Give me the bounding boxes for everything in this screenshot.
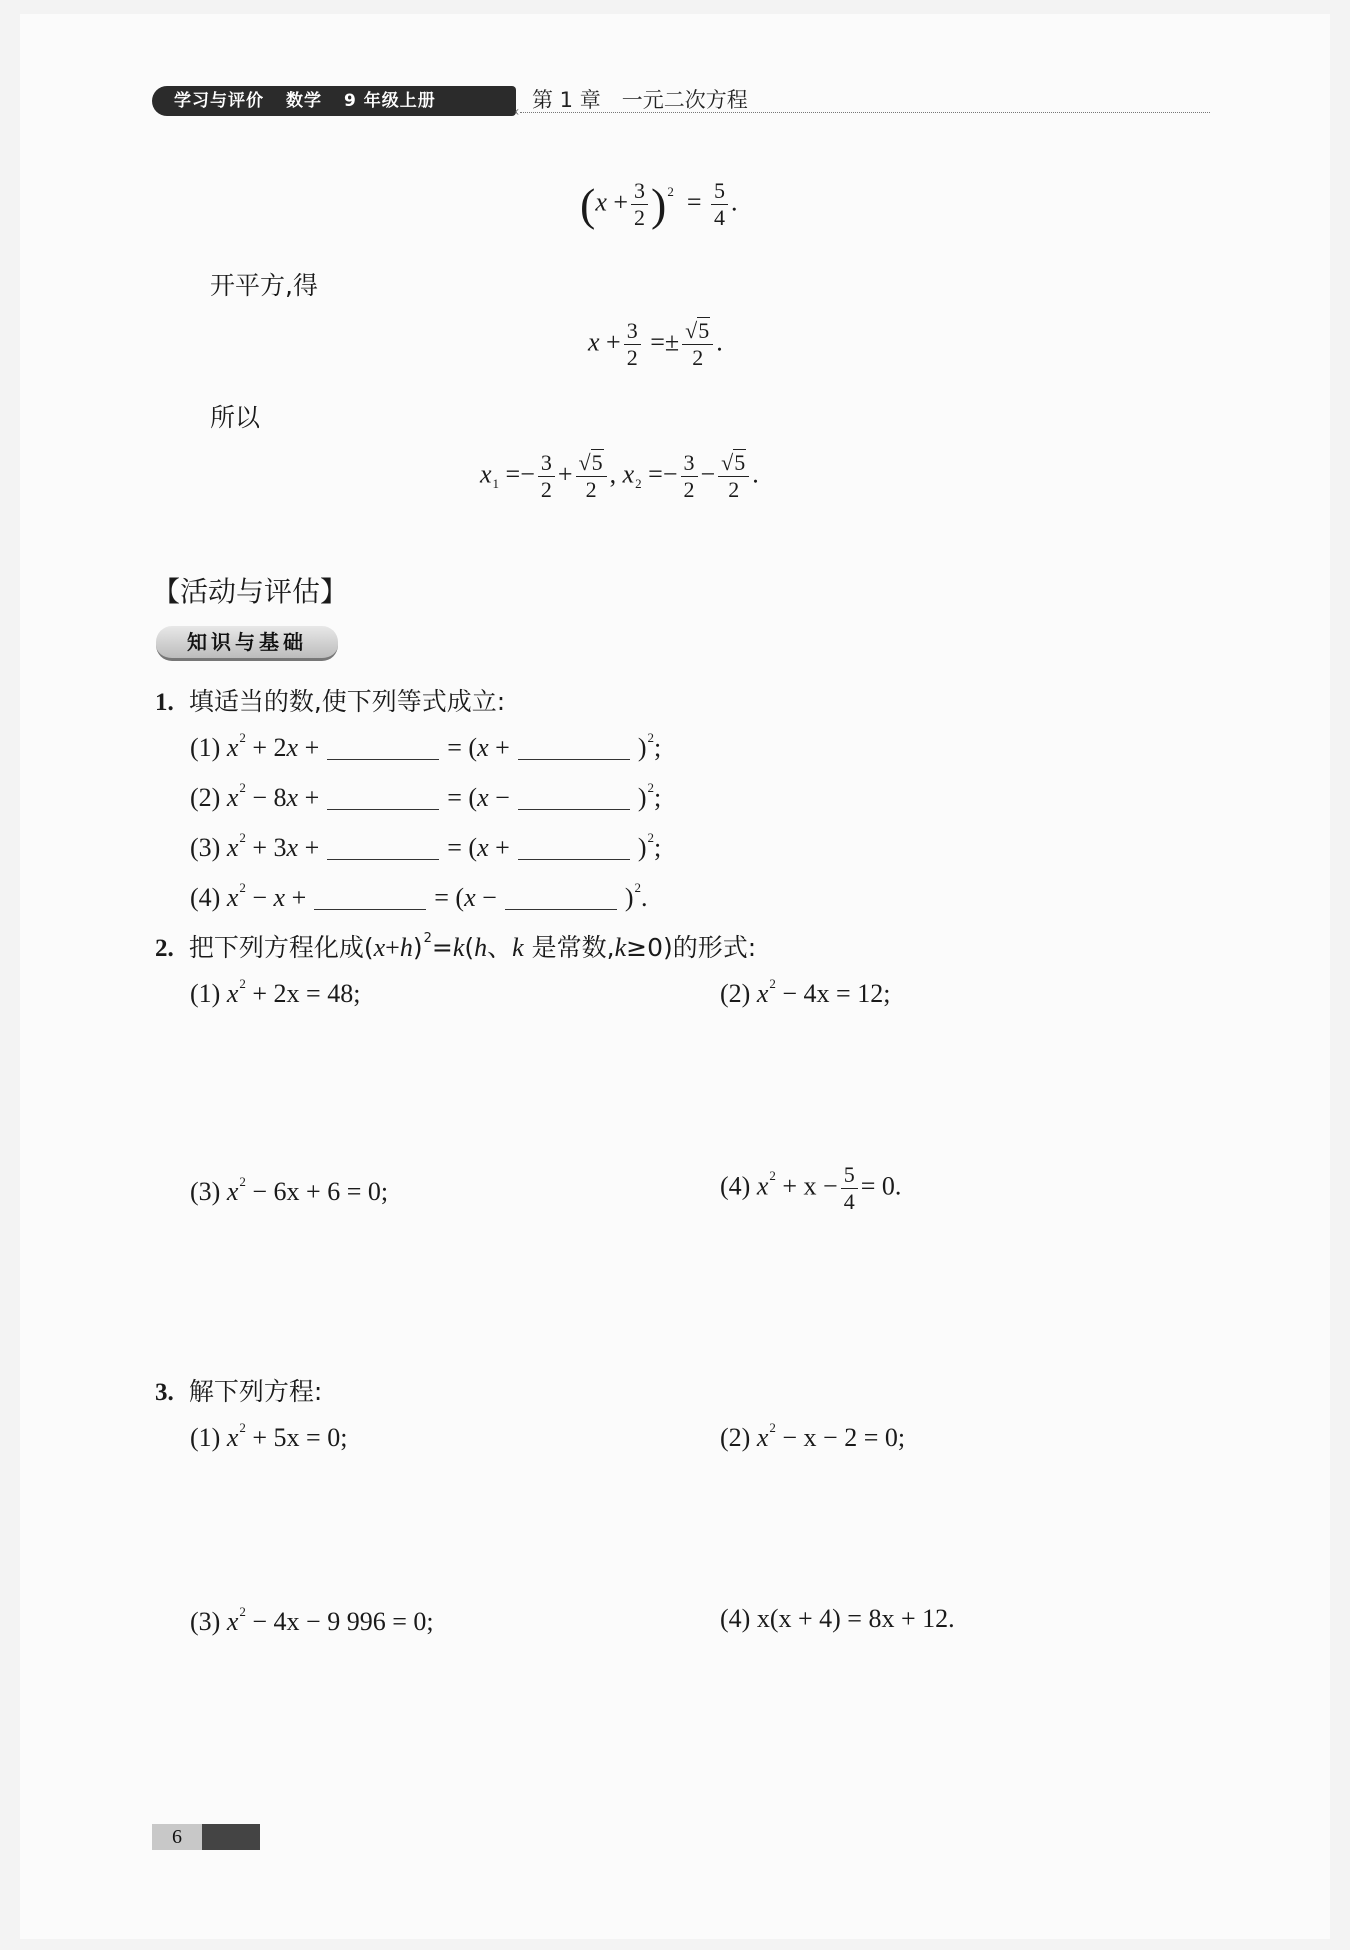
- question-2-stem: [155, 928, 756, 964]
- equation-solutions: $x_1$ =− $\frac{3}{2}$ + $\frac{√5}{2}$ , $x_2$ =− $\frac{3}{2}$ − $\frac{√5}{2}$ .: [480, 450, 759, 502]
- q2-item-4: (4) $x^2 + x$ − $\frac{5}{4}$ = 0.: [720, 1162, 902, 1214]
- equation-square-root: x + $\frac{3}{2}$ =± $\frac{√5}{2}$ .: [588, 318, 723, 370]
- fill-blank[interactable]: [518, 835, 630, 860]
- question-1-stem: [155, 682, 505, 718]
- question-text: 把下列方程化成$(x+h)^2=k(h$、k 是常数,k≥0)的形式:: [188, 931, 757, 962]
- q1-item-1: (1) $x^2 + 2x$ + = $(x + )^2$;: [190, 730, 662, 762]
- fill-blank[interactable]: [327, 785, 439, 810]
- text-therefore: 所以: [210, 403, 261, 432]
- q3-item-1: (1) $x^2 + 5x = 0$;: [190, 1420, 348, 1452]
- q2-item-2: (2) $x^2 - 4x = 12$;: [720, 976, 891, 1008]
- header-divider: [520, 112, 1210, 113]
- q1-item-4: (4) $x^2 - x$ + = $(x - )^2$.: [190, 880, 648, 912]
- question-number: 2.: [155, 935, 174, 962]
- page-number-tab: [152, 1824, 260, 1850]
- q3-item-4: (4) x(x + 4) = 8x + 12.: [720, 1604, 955, 1633]
- equation-completed-square: (x + $\frac{3}{2}$ )$^2$ = $\frac{5}{4}$ .: [580, 178, 738, 230]
- q3-item-3: (3) $x^2 - 4x - 9$ 996 = 0;: [190, 1604, 434, 1636]
- question-number: 3.: [155, 1379, 174, 1406]
- header-arrow-icon: ‹: [514, 104, 520, 120]
- q2-item-3: (3) $x^2 - 6x + 6 = 0$;: [190, 1174, 389, 1206]
- chapter-title: 第 1 章 一元二次方程: [532, 88, 748, 112]
- section-badge: 知识与基础: [156, 626, 338, 661]
- q1-item-2: (2) $x^2 - 8x$ + = $(x - )^2$;: [190, 780, 662, 812]
- q2-item-1: (1) $x^2 + 2x = 48$;: [190, 976, 361, 1008]
- fill-blank[interactable]: [314, 885, 426, 910]
- fill-blank[interactable]: [327, 835, 439, 860]
- header-book-label: [152, 86, 516, 116]
- fill-blank[interactable]: [505, 885, 617, 910]
- question-3-stem: [155, 1372, 322, 1408]
- section-title: 【活动与评估】: [152, 575, 349, 608]
- question-number: 1.: [155, 689, 174, 716]
- q1-item-3: (3) $x^2 + 3x$ + = $(x + )^2$;: [190, 830, 662, 862]
- fill-blank[interactable]: [518, 785, 630, 810]
- text-take-square-root: 开平方,得: [210, 271, 318, 300]
- question-text: 填适当的数,使下列等式成立:: [188, 687, 506, 716]
- q3-item-2: (2) $x^2 - x - 2 = 0$;: [720, 1420, 906, 1452]
- question-text: 解下列方程:: [188, 1377, 323, 1406]
- header-book-part: 数学: [286, 91, 322, 111]
- header-book-part: 学习与评价: [174, 91, 264, 111]
- fill-blank[interactable]: [518, 735, 630, 760]
- fill-blank[interactable]: [327, 735, 439, 760]
- header-book-part: 9 年级上册: [344, 91, 436, 111]
- page-number: 6: [152, 1824, 202, 1850]
